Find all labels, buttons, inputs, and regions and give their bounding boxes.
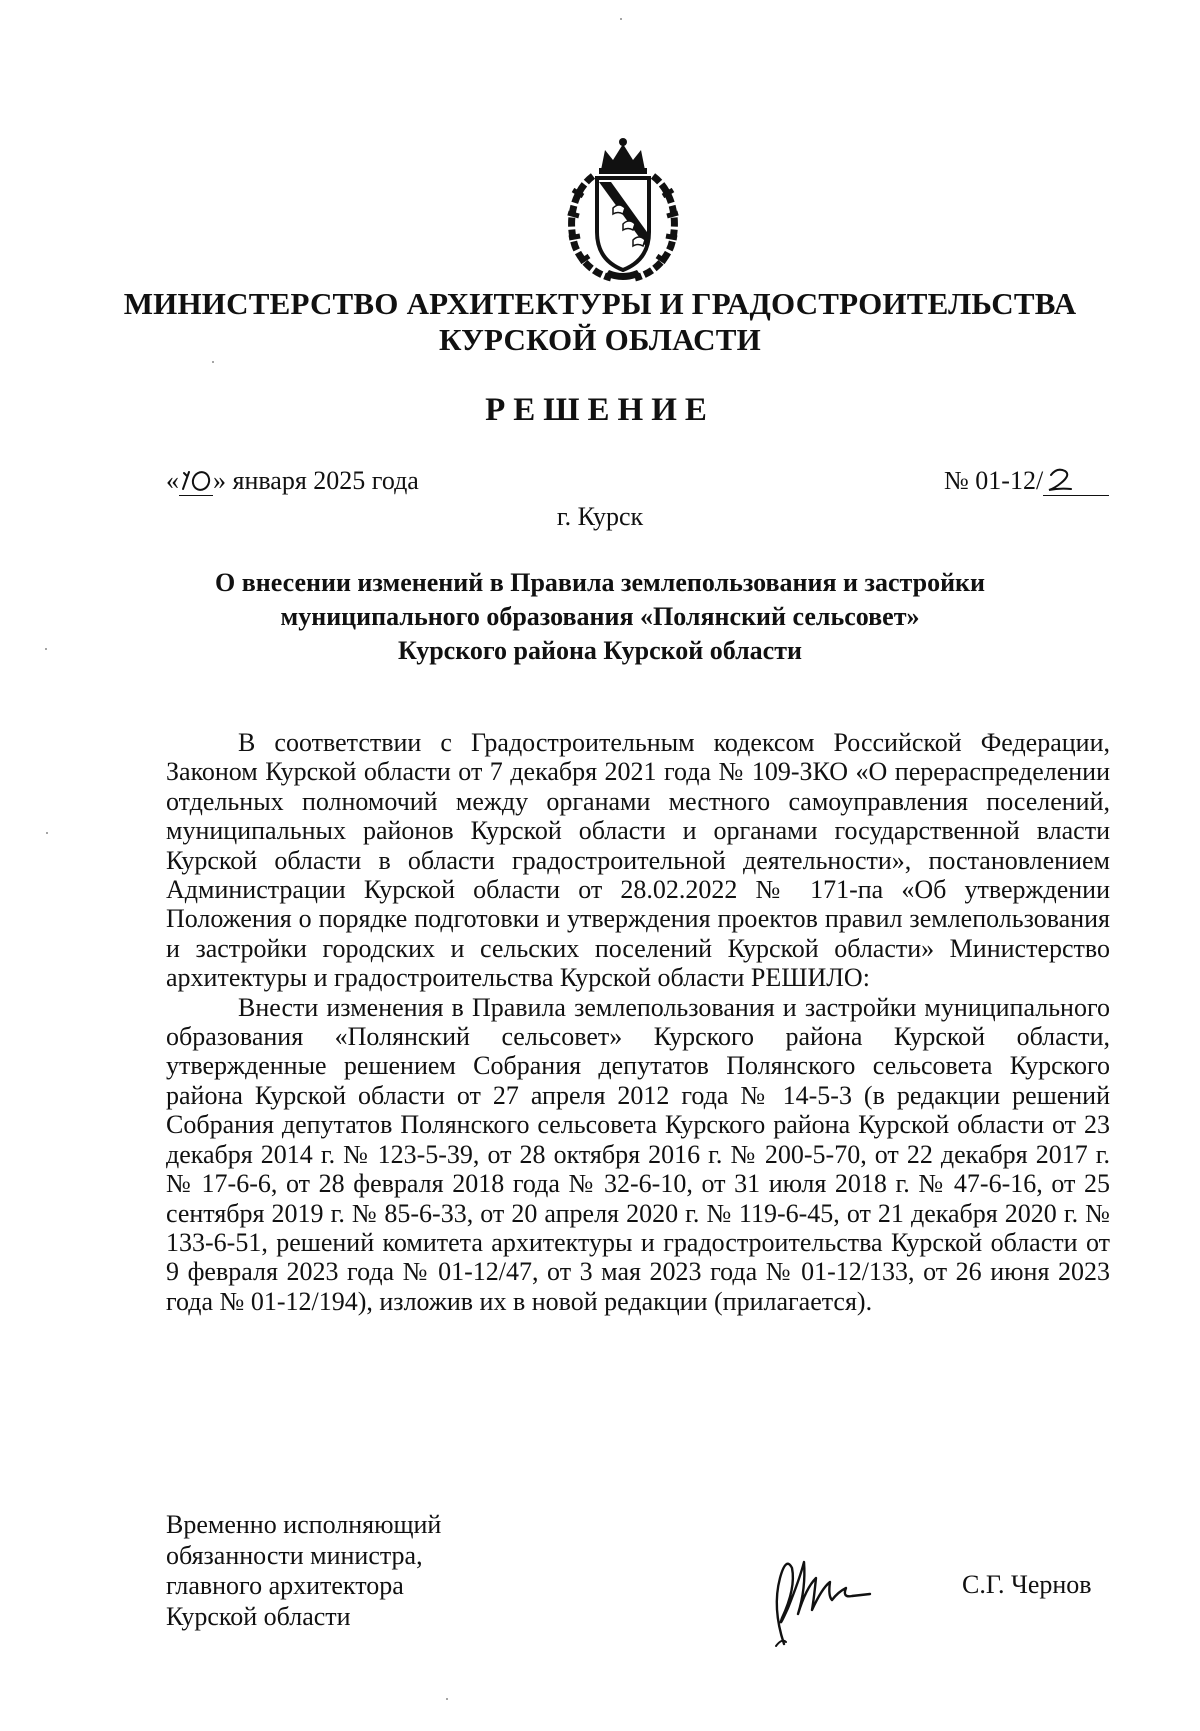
handwritten-day-icon <box>179 469 213 493</box>
document-type-title: РЕШЕНИЕ <box>485 392 715 428</box>
handwritten-number-icon <box>1043 467 1109 493</box>
signatory-position-line-1: Временно исполняющий <box>166 1510 442 1539</box>
ministry-name-line-2: КУРСКОЙ ОБЛАСТИ <box>439 322 761 357</box>
number-prefix: № 01-12/ <box>944 466 1044 495</box>
signatory-position-line-4: Курской области <box>166 1601 351 1631</box>
scan-speck <box>46 832 48 834</box>
signatory-position-line-2: обязанности министра, <box>166 1540 423 1570</box>
document-number <box>944 466 1109 496</box>
signer-name: С.Г. Чернов <box>962 1570 1092 1599</box>
scan-speck <box>45 648 47 650</box>
body-paragraph-1: В соответствии с Градостроительным кодексом Российской Федерации, Законом Курской области от 7 декабря 2021 года № 109-ЗКО «О перераспределении отдельных полномочий между органами местного самоуправления поселений, муниципальных районов Курской области и органами государственной власти Курской области в области градостроительной деятельности», постановлением Администрации Курской области от 28.02.2022 № 171-па «Об утверждении Положения о порядке подготовки и утверждения проектов правил землепользования и застройки городских и сельских поселений Курской области» Министерство архитектуры и градостроительства Курской области РЕШИЛО: <box>166 728 1110 993</box>
scan-speck <box>446 1698 448 1700</box>
ministry-name-line-1: МИНИСТЕРСТВО АРХИТЕКТУРЫ И ГРАДОСТРОИТЕЛЬСТВА <box>123 286 1077 321</box>
handwritten-signature-icon <box>742 1548 882 1648</box>
document-body <box>166 728 1110 1316</box>
date-day-handwritten <box>179 469 213 496</box>
decision-title-line-2: муниципального образования «Полянский сельсовет» <box>280 602 920 631</box>
body-paragraph-2: Внести изменения в Правила землепользования и застройки муниципального образования «Полянский сельсовет» Курского района Курской области, утвержденные решением Собрания депутатов Полянского сельсовета Курского района Курской области от 27 апреля 2012 года № 14-5-3 (в редакции решений Собрания депутатов Полянского сельсовета Курского района Курской области от 23 декабря 2014 г. № 123-5-39, от 28 октября 2016 г. № 200-5-70, от 22 декабря 2017 г. № 17-6-6, от 28 февраля 2018 года № 32-6-10, от 31 июля 2018 г. № 47-6-16, от 25 сентября 2019 г. № 85-6-33, от 20 апреля 2020 г. № 119-6-45, от 21 декабря 2020 г. № 133-6-51, решений комитета архитектуры и градостроительства Курской области от 9 февраля 2023 года № 01-12/47, от 3 мая 2023 года № 01-12/133, от 26 июня 2023 года № 01-12/194), изложив их в новой редакции (прилагается). <box>166 992 1110 1316</box>
scan-speck <box>620 18 622 20</box>
document-date <box>166 466 419 496</box>
date-open-quote: « <box>166 466 179 495</box>
signatory-position-line-3: главного архитектора <box>166 1571 404 1600</box>
decision-title-line-3: Курского района Курской области <box>398 636 802 665</box>
date-rest: » января 2025 года <box>213 466 419 495</box>
coat-of-arms-icon <box>553 136 693 284</box>
scan-speck <box>212 361 214 363</box>
number-suffix-handwritten <box>1043 469 1109 496</box>
decision-title-line-1: О внесении изменений в Правила землепользования и застройки <box>214 568 986 597</box>
document-city: г. Курск <box>556 502 644 531</box>
signatory-position <box>166 1510 441 1632</box>
